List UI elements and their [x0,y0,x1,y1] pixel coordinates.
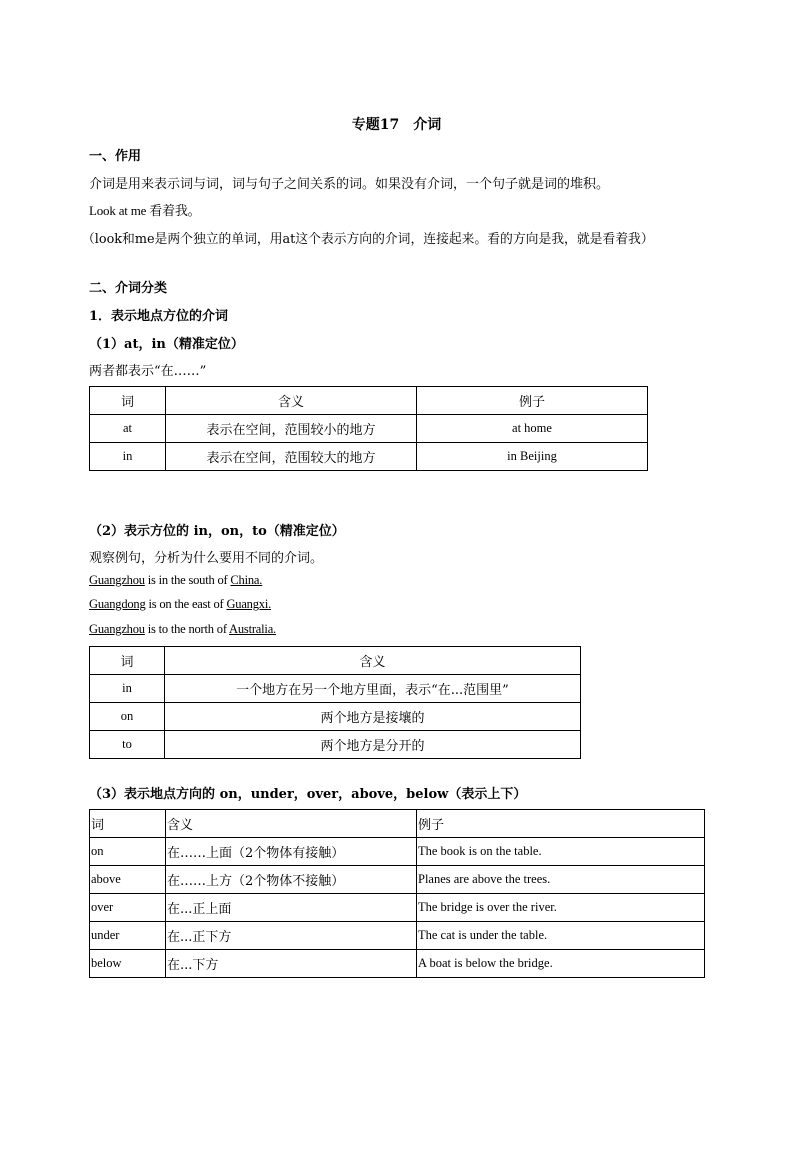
paragraph-explanation: （look和me是两个独立的单词，用at这个表示方向的介词，连接起来。看的方向是我，就是看着我） [82,232,654,247]
section-1-heading: 一、作用 [89,149,142,164]
example-cell: The cat is under the table. [417,922,705,950]
meaning-cell: 在……上方（2个物体不接触） [166,866,417,894]
part-3-heading: （3）表示地点方向的 on，under，over，above，below（表示上下） [89,787,527,802]
table-header-row [90,810,705,838]
header-cell: 例子 [417,810,705,838]
section-2-heading: 二、介词分类 [89,281,168,296]
page-title: 专题17 介词 [351,117,442,133]
place-name: Guangzhou [89,622,145,636]
word-cell: on [90,703,165,731]
meaning-cell: 表示在空间，范围较大的地方 [166,443,417,471]
table-row [90,731,581,759]
meaning-cell: 两个地方是分开的 [165,731,581,759]
part-1-intro: 两者都表示“在……” [89,364,207,379]
word-cell: above [90,866,166,894]
table-row [90,838,705,866]
direction-table [89,809,705,978]
at-in-table [89,386,648,471]
meaning-cell: 在...正下方 [166,922,417,950]
header-cell: 词 [90,647,165,675]
table-row [90,703,581,731]
example-cell: The book is on the table. [417,838,705,866]
subsection-1-heading: 1．表示地点方位的介词 [89,309,229,324]
word-cell: over [90,894,166,922]
paragraph-example: Look at me 看着我。 [89,203,201,218]
example-cell: at home [417,415,648,443]
example-sentence [89,597,271,612]
part-2-intro: 观察例句，分析为什么要用不同的介词。 [89,551,324,566]
meaning-cell: 在...正上面 [166,894,417,922]
header-cell: 词 [90,810,166,838]
header-cell: 含义 [165,647,581,675]
word-cell: in [90,675,165,703]
meaning-cell: 表示在空间，范围较小的地方 [166,415,417,443]
word-cell: on [90,838,166,866]
paragraph-definition: 介词是用来表示词与词，词与句子之间关系的词。如果没有介词，一个句子就是词的堆积。 [89,177,610,192]
meaning-cell: 两个地方是接壤的 [165,703,581,731]
example-cell: A boat is below the bridge. [417,950,705,978]
part-1-heading: （1）at，in（精准定位） [89,337,244,352]
meaning-cell: 在……上面（2个物体有接触） [166,838,417,866]
header-cell: 含义 [166,387,417,415]
meaning-cell: 在...下方 [166,950,417,978]
word-cell: under [90,922,166,950]
table-header-row [90,647,581,675]
table-row [90,675,581,703]
place-name: Guangxi. [226,597,272,611]
sentence-middle: is on the east of [145,597,227,611]
word-cell: below [90,950,166,978]
example-cell: The bridge is over the river. [417,894,705,922]
place-name: Guangdong [89,597,146,611]
table-row [90,866,705,894]
table-row [90,950,705,978]
example-cell: in Beijing [417,443,648,471]
header-cell: 词 [90,387,166,415]
header-cell: 例子 [417,387,648,415]
header-cell: 含义 [166,810,417,838]
place-name: Guangzhou [89,573,145,587]
sentence-middle: is to the north of [144,622,230,636]
place-name: China. [230,573,263,587]
example-sentence [89,573,262,588]
table-row [90,415,648,443]
table-row [90,922,705,950]
example-sentence [89,622,276,637]
part-2-heading: （2）表示方位的 in，on，to（精准定位） [89,524,345,539]
sentence-middle: is in the south of [144,573,231,587]
word-cell: at [90,415,166,443]
table-header-row [90,387,648,415]
place-name: Australia. [229,622,276,636]
example-cell: Planes are above the trees. [417,866,705,894]
table-row [90,443,648,471]
in-on-to-table [89,646,581,759]
word-cell: in [90,443,166,471]
table-row [90,894,705,922]
word-cell: to [90,731,165,759]
meaning-cell: 一个地方在另一个地方里面，表示“在...范围里” [165,675,581,703]
